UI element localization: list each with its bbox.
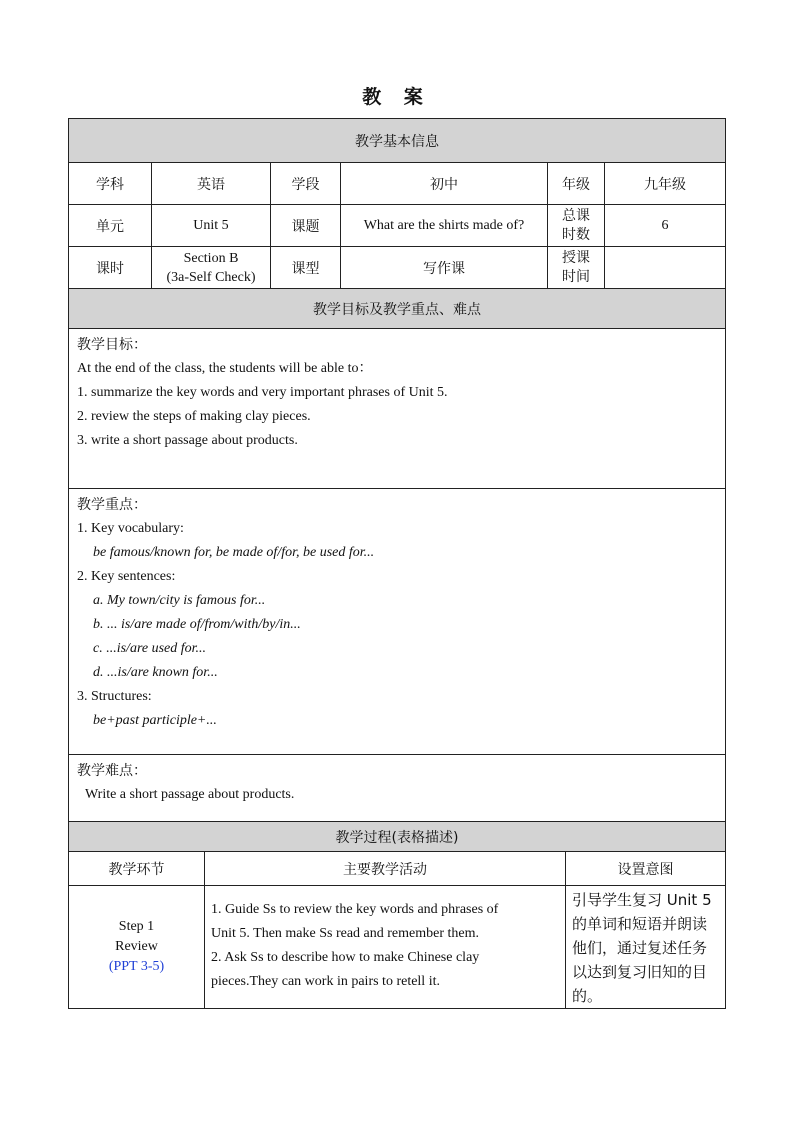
period-label: 课时 bbox=[69, 247, 152, 289]
document-title: 教 案 bbox=[362, 86, 431, 108]
period-value bbox=[152, 247, 271, 289]
time-label-line2: 时间 bbox=[562, 268, 590, 285]
difficulty-section bbox=[69, 755, 726, 822]
total-hours-label-line2: 时数 bbox=[562, 226, 590, 243]
objective-item: 3. write a short passage about products. bbox=[77, 433, 298, 448]
period-value-line1: Section B bbox=[183, 250, 239, 266]
goals-header: 教学目标及教学重点、难点 bbox=[69, 289, 726, 329]
activity-line: pieces.They can work in pairs to retell it. bbox=[211, 974, 440, 989]
total-hours-value: 6 bbox=[605, 205, 726, 247]
activity-line: 2. Ask Ss to describe how to make Chinese clay bbox=[211, 950, 480, 965]
difficulty-text: Write a short passage about products. bbox=[85, 787, 295, 802]
objective-item: 1. summarize the key words and very important phrases of Unit 5. bbox=[77, 385, 448, 400]
subject-value: 英语 bbox=[152, 163, 271, 205]
unit-value: Unit 5 bbox=[152, 205, 271, 247]
basic-info-header: 教学基本信息 bbox=[69, 119, 726, 163]
grade-value: 九年级 bbox=[605, 163, 726, 205]
step-ppt-reference: (PPT 3-5) bbox=[108, 959, 165, 974]
sentence-item: d. ...is/are known for... bbox=[93, 665, 218, 680]
activity-line: Unit 5. Then make Ss read and remember them. bbox=[211, 926, 479, 941]
activity-line: 1. Guide Ss to review the key words and phrases of bbox=[211, 902, 499, 917]
step-number: Step 1 bbox=[118, 919, 155, 934]
objectives-intro: At the end of the class, the students will be able to： bbox=[77, 361, 373, 376]
col-intent-header: 设置意图 bbox=[566, 852, 726, 886]
difficulty-title: 教学难点： bbox=[77, 763, 147, 779]
time-label bbox=[548, 247, 605, 289]
intent-line: 的。 bbox=[572, 987, 603, 1005]
period-value-line2: (3a-Self Check) bbox=[166, 269, 256, 285]
process-header: 教学过程(表格描述) bbox=[69, 822, 726, 852]
type-value: 写作课 bbox=[341, 247, 548, 289]
table-row bbox=[69, 886, 726, 1009]
activity-cell bbox=[205, 886, 566, 1009]
intent-cell bbox=[566, 886, 726, 1009]
structures-heading: 3. Structures: bbox=[77, 689, 152, 704]
sentence-item: a. My town/city is famous for... bbox=[93, 593, 266, 608]
key-points-title: 教学重点： bbox=[77, 497, 147, 513]
structures-item: be+past participle+... bbox=[93, 713, 217, 728]
unit-label: 单元 bbox=[69, 205, 152, 247]
vocab-items: be famous/known for, be made of/for, be used for... bbox=[93, 545, 375, 560]
topic-label: 课题 bbox=[271, 205, 341, 247]
vocab-heading: 1. Key vocabulary: bbox=[77, 521, 184, 536]
time-label-line1: 授课 bbox=[562, 249, 590, 266]
total-hours-label-line1: 总课 bbox=[562, 207, 590, 224]
step-name: Review bbox=[115, 939, 158, 954]
col-activity-header: 主要教学活动 bbox=[205, 852, 566, 886]
topic-value: What are the shirts made of? bbox=[341, 205, 548, 247]
col-step-header: 教学环节 bbox=[69, 852, 205, 886]
stage-value: 初中 bbox=[341, 163, 548, 205]
intent-line: 引导学生复习 Unit 5 bbox=[572, 891, 712, 909]
total-hours-label bbox=[548, 205, 605, 247]
type-label: 课型 bbox=[271, 247, 341, 289]
lesson-info-table bbox=[68, 118, 726, 822]
time-value bbox=[605, 247, 726, 289]
objective-item: 2. review the steps of making clay pieces. bbox=[77, 409, 311, 424]
sentences-heading: 2. Key sentences: bbox=[77, 569, 176, 584]
sentence-item: c. ...is/are used for... bbox=[93, 641, 207, 656]
intent-line: 的单词和短语并朗读 bbox=[572, 915, 708, 933]
teaching-process-table bbox=[68, 821, 726, 1009]
objectives-title: 教学目标： bbox=[77, 337, 147, 353]
intent-line: 以达到复习旧知的目 bbox=[572, 963, 708, 981]
grade-label: 年级 bbox=[548, 163, 605, 205]
step-cell bbox=[69, 886, 205, 1009]
subject-label: 学科 bbox=[69, 163, 152, 205]
sentence-item: b. ... is/are made of/from/with/by/in... bbox=[93, 617, 301, 632]
key-points-section bbox=[69, 489, 726, 755]
stage-label: 学段 bbox=[271, 163, 341, 205]
intent-line: 他们，通过复述任务 bbox=[572, 939, 708, 957]
objectives-section bbox=[69, 329, 726, 489]
